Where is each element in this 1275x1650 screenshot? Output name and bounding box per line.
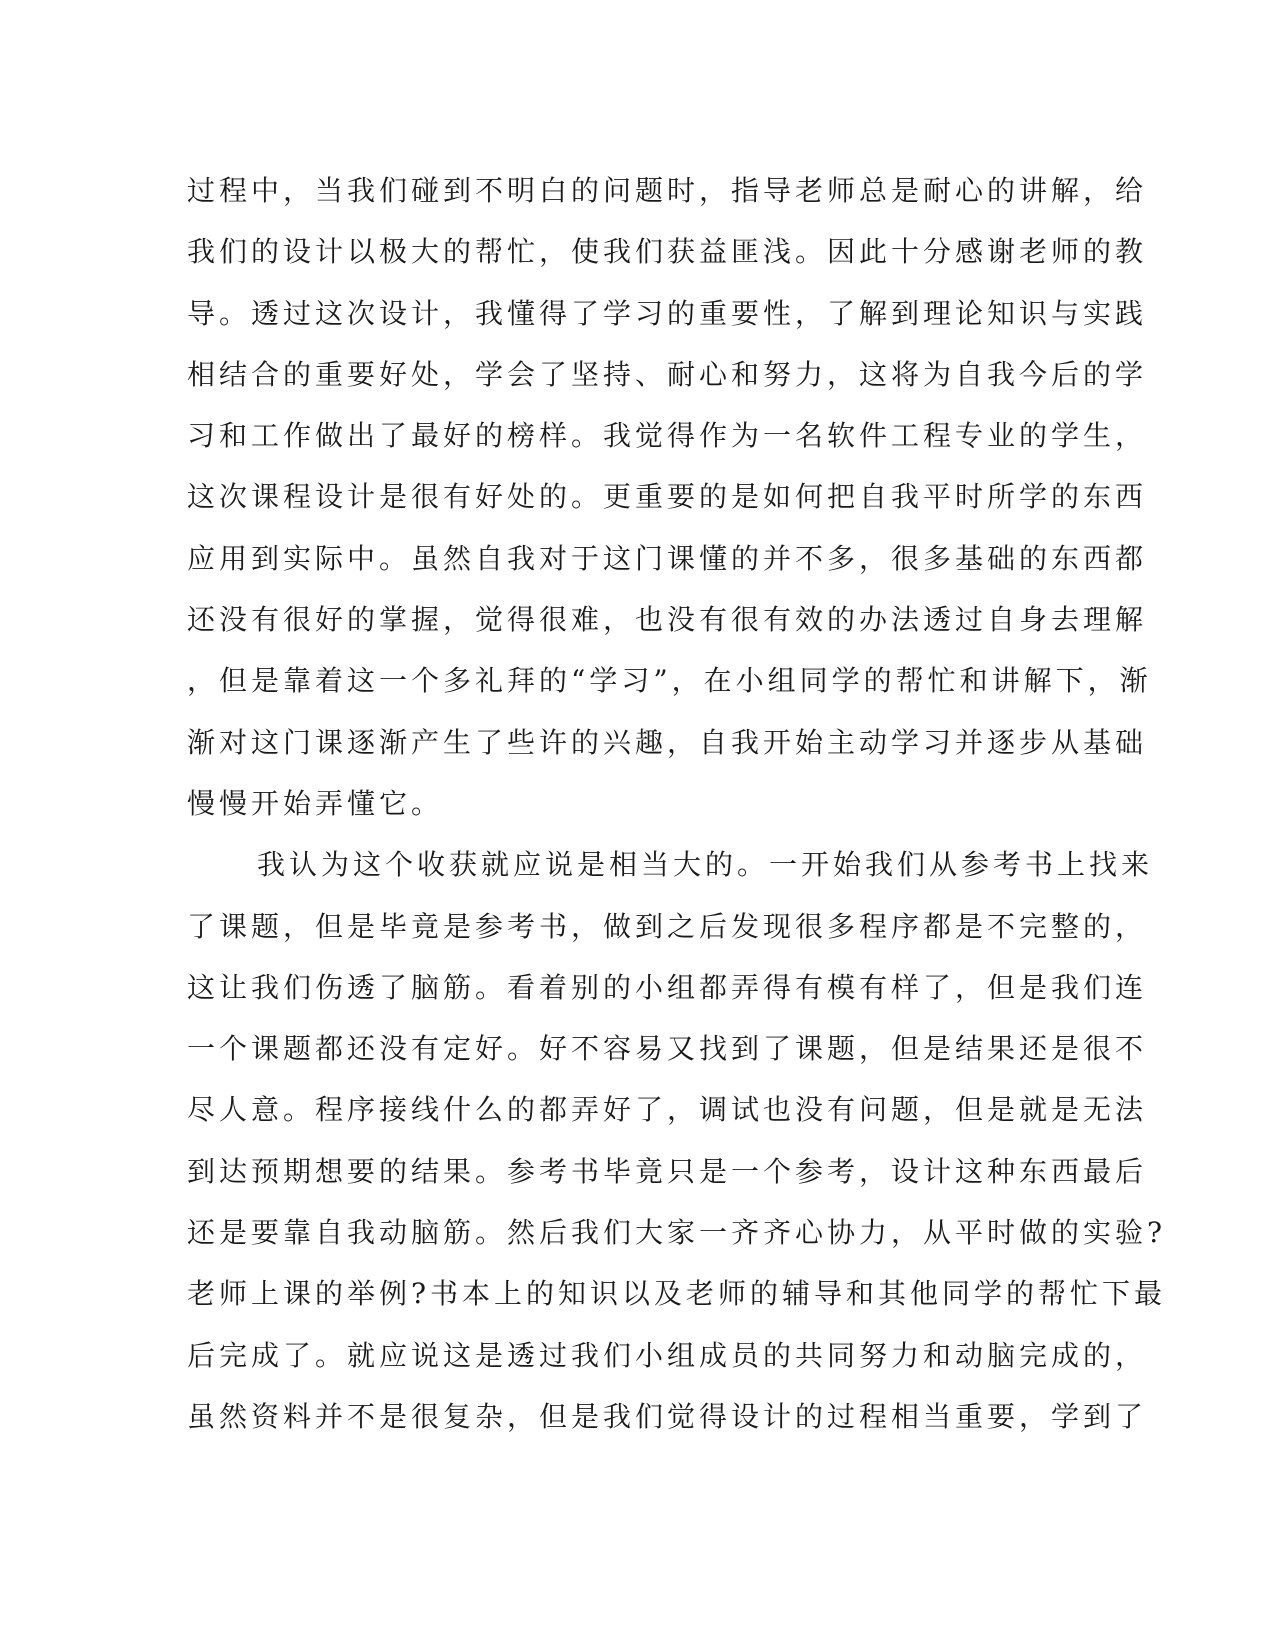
- paragraph-line: 到达预期想要的结果。参考书毕竟只是一个参考，设计这种东西最后: [187, 1154, 1148, 1188]
- paragraph-line: 这让我们伤透了脑筋。看着别的小组都弄得有模有样了，但是我们连: [187, 970, 1148, 1004]
- paragraph-line: 后完成了。就应说这是透过我们小组成员的共同努力和动脑完成的，: [187, 1338, 1148, 1372]
- paragraph-line: 慢慢开始弄懂它。: [187, 786, 444, 820]
- paragraph-line: 尽人意。程序接线什么的都弄好了，调试也没有问题，但是就是无法: [187, 1093, 1148, 1127]
- paragraph-line: 老师上课的举例?书本上的知识以及老师的辅导和其他同学的帮忙下最: [187, 1277, 1167, 1311]
- paragraph-line: 还是要靠自我动脑筋。然后我们大家一齐齐心协力，从平时做的实验?: [187, 1216, 1167, 1250]
- paragraph-line: 虽然资料并不是很复杂，但是我们觉得设计的过程相当重要，学到了: [187, 1399, 1148, 1433]
- paragraph-line: ，但是靠着这一个多礼拜的“学习”，在小组同学的帮忙和讲解下，渐: [187, 664, 1152, 698]
- paragraph-line: 我们的设计以极大的帮忙，使我们获益匪浅。因此十分感谢老师的教: [187, 235, 1148, 269]
- paragraph-line: 导。透过这次设计，我懂得了学习的重要性，了解到理论知识与实践: [187, 296, 1148, 330]
- paragraph-line: 习和工作做出了最好的榜样。我觉得作为一名软件工程专业的学生，: [187, 419, 1148, 453]
- paragraph-line: 一个课题都还没有定好。好不容易又找到了课题，但是结果还是很不: [187, 1032, 1148, 1066]
- paragraph-line: 这次课程设计是很有好处的。更重要的是如何把自我平时所学的东西: [187, 480, 1148, 514]
- paragraph-line: 渐对这门课逐渐产生了些许的兴趣，自我开始主动学习并逐步从基础: [187, 725, 1148, 759]
- paragraph-first-line: 我认为这个收获就应说是相当大的。一开始我们从参考书上找来: [257, 848, 1154, 882]
- body-text: [187, 160, 1167, 1447]
- paragraph-line: 过程中，当我们碰到不明白的问题时，指导老师总是耐心的讲解，给: [187, 174, 1148, 207]
- paragraph-line: 了课题，但是毕竟是参考书，做到之后发现很多程序都是不完整的，: [187, 909, 1148, 943]
- paragraph-1: [187, 160, 1152, 834]
- paragraph-line: 应用到实际中。虽然自我对于这门课懂的并不多，很多基础的东西都: [187, 541, 1148, 575]
- paragraph-line: 还没有很好的掌握，觉得很难，也没有很有效的办法透过自身去理解: [187, 603, 1148, 637]
- paragraph-2: [187, 834, 1167, 1447]
- paragraph-line: 相结合的重要好处，学会了坚持、耐心和努力，这将为自我今后的学: [187, 357, 1148, 391]
